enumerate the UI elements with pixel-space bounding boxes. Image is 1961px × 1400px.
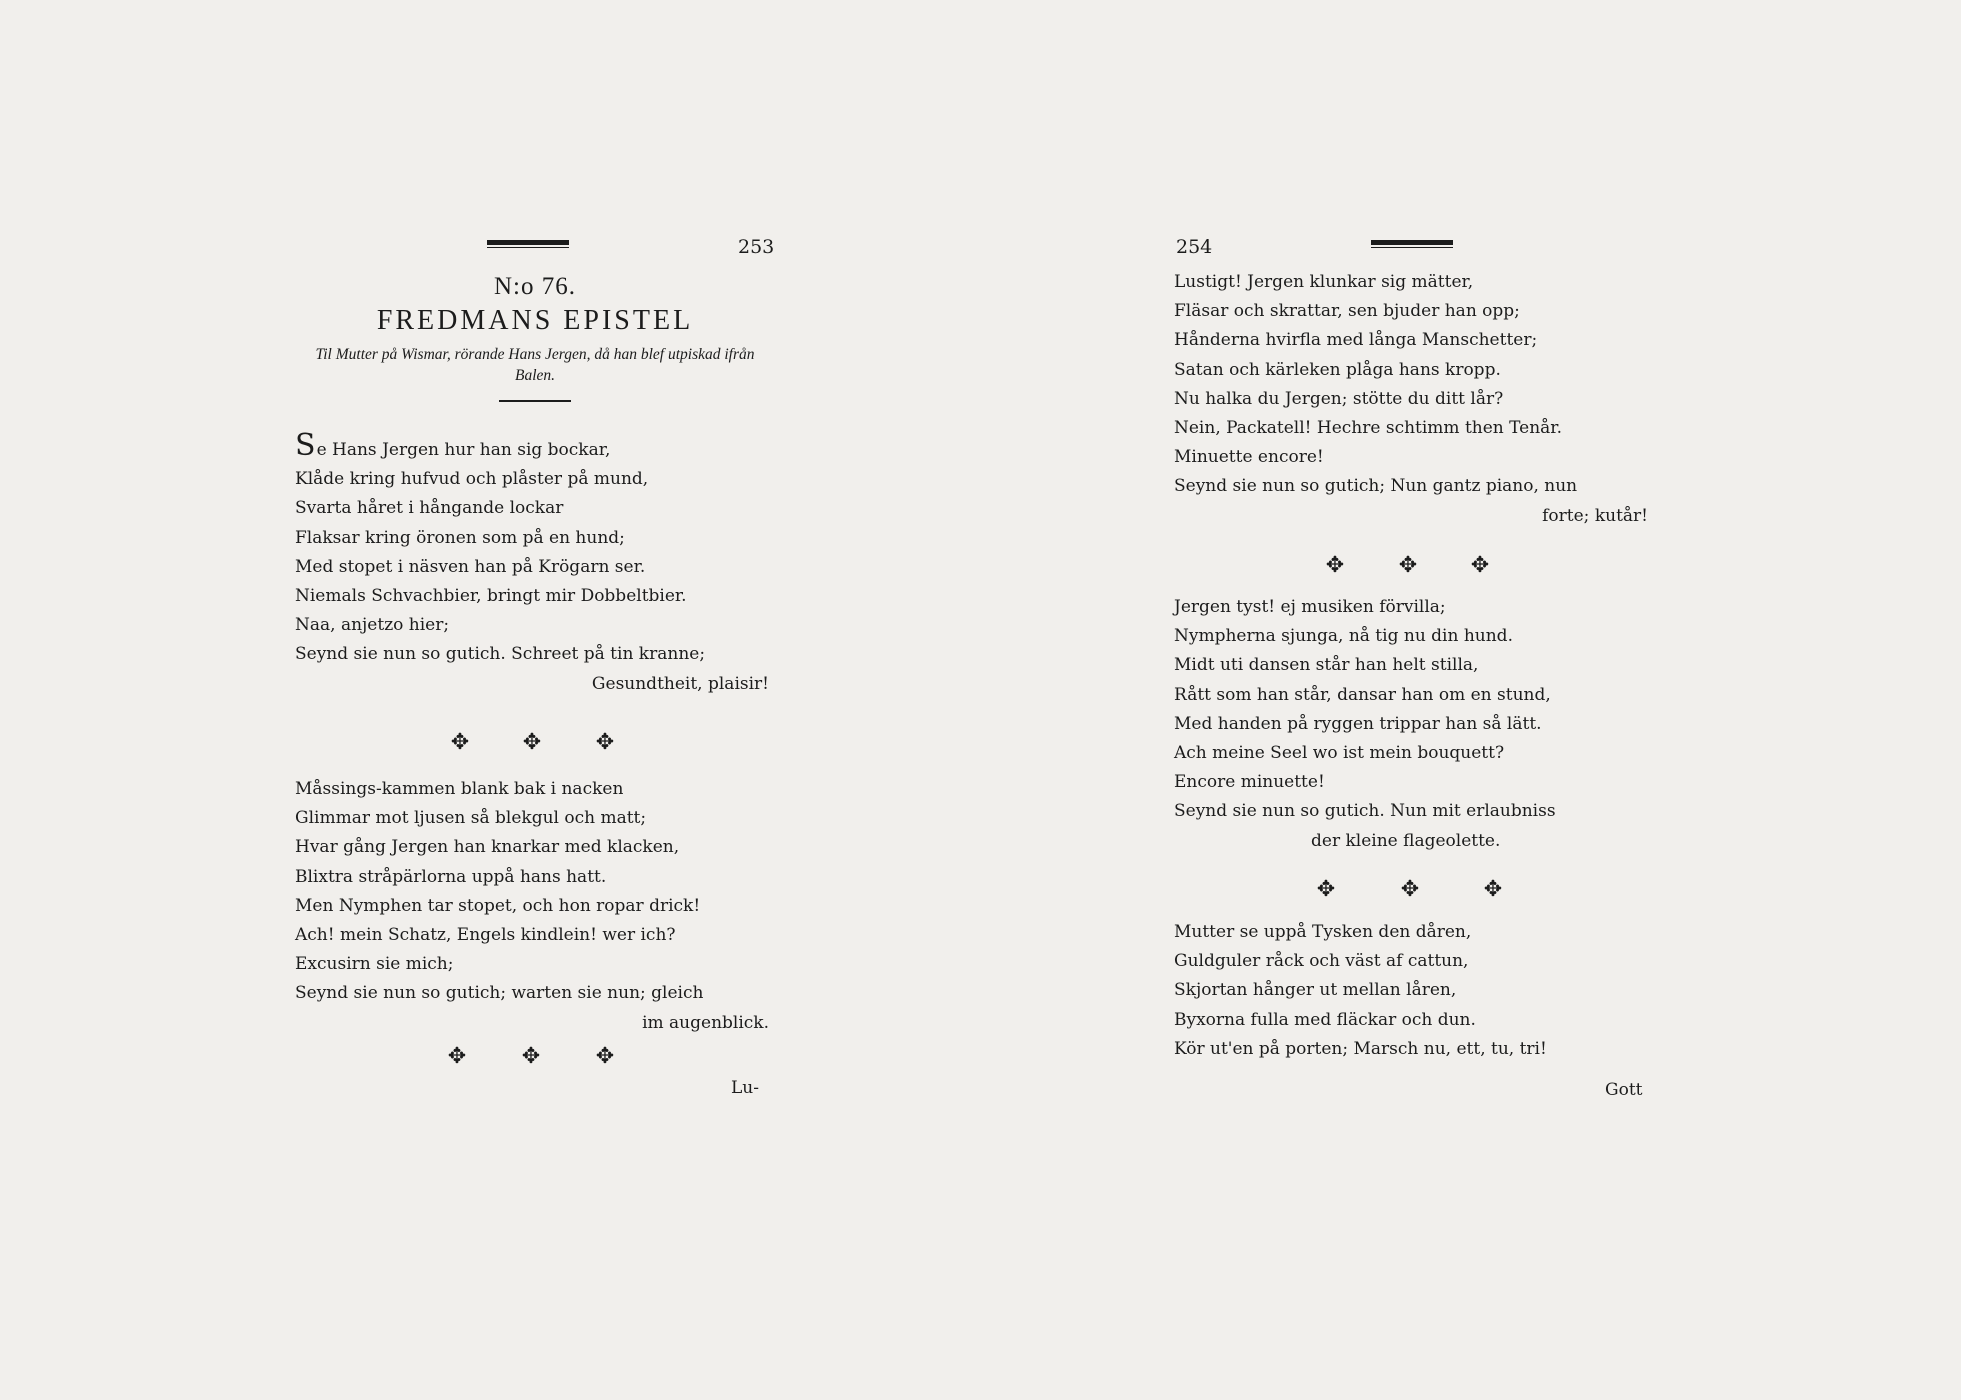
- verse-line: Svarta håret i hångande lockar: [295, 498, 564, 519]
- header-rule: [487, 240, 569, 250]
- title-rule: [499, 400, 571, 402]
- verse-line: Satan och kärleken plåga hans kropp.: [1174, 359, 1501, 380]
- fleuron-icon: ✥: [450, 730, 470, 755]
- stanza-1: [1174, 268, 1654, 531]
- verse-continuation: Gesundtheit, plaisir!: [591, 673, 769, 694]
- verse-line: Blixtra stråpärlorna uppå hans hatt.: [295, 866, 607, 887]
- stanza-2: [1174, 593, 1654, 856]
- verse-line: Nu halka du Jergen; stötte du ditt lår?: [1174, 388, 1504, 409]
- epistle-number: N:o 76.: [494, 273, 576, 300]
- verse-line: Jergen tyst! ej musiken förvilla;: [1174, 597, 1446, 617]
- verse-line: Seynd sie nun so gutich; Nun gantz piano, nun: [1174, 476, 1578, 497]
- verse-continuation: forte; kutår!: [1542, 505, 1648, 526]
- fleuron-icon: ✥: [447, 1044, 467, 1069]
- verse-line: Skjortan hånger ut mellan låren,: [1174, 980, 1457, 1001]
- verse-line: Midt uti dansen står han helt stilla,: [1174, 655, 1479, 676]
- verse-continuation: der kleine flageolette.: [1311, 830, 1501, 851]
- page-number: 253: [738, 236, 775, 258]
- catchword: Lu-: [731, 1078, 759, 1098]
- verse-line: Seynd sie nun so gutich. Schreet på tin kranne;: [295, 644, 706, 665]
- verse-line: Rått som han står, dansar han om en stund,: [1174, 684, 1551, 705]
- verse-line: Klåde kring hufvud och plåster på mund,: [295, 469, 649, 490]
- dedication: Til Mutter på Wismar, rörande Hans Jergen, då han blef utpiskad ifrån Balen.: [315, 346, 755, 384]
- verse-line: Hvar gång Jergen han knarkar med klacken,: [295, 837, 680, 858]
- verse-line: Excusirn sie mich;: [295, 954, 454, 975]
- epistle-title: FREDMANS EPISTEL: [376, 305, 694, 336]
- page-number: 254: [1176, 236, 1213, 258]
- verse-line: Naa, anjetzo hier;: [295, 615, 450, 636]
- verse-line: Se Hans Jergen hur han sig bockar,: [295, 428, 611, 463]
- verse-line: Byxorna fulla med fläckar och dun.: [1174, 1009, 1476, 1030]
- verse-line: Mutter se uppå Tysken den dåren,: [1174, 922, 1472, 942]
- ornament-row: [1174, 553, 1654, 582]
- header-rule: [1371, 240, 1453, 250]
- ornament-row: [295, 730, 775, 759]
- fleuron-icon: ✥: [521, 1044, 541, 1069]
- catchword: Gott: [1605, 1080, 1643, 1100]
- fleuron-icon: ✥: [595, 1044, 615, 1069]
- verse-line: Niemals Schvachbier, bringt mir Dobbeltbier.: [295, 585, 687, 606]
- verse-continuation: im augenblick.: [642, 1012, 769, 1033]
- fleuron-icon: ✥: [1483, 877, 1503, 902]
- ornament-row: [1174, 877, 1654, 906]
- stanza-2: [295, 775, 775, 1038]
- verse-line: Hånderna hvirfla med långa Manschetter;: [1174, 330, 1538, 351]
- verse-line: Glimmar mot ljusen så blekgul och matt;: [295, 808, 647, 829]
- fleuron-icon: ✥: [522, 730, 542, 755]
- verse-line: Nympherna sjunga, nå tig nu din hund.: [1174, 626, 1513, 647]
- verse-line: Men Nymphen tar stopet, och hon ropar drick!: [295, 895, 701, 916]
- verse-line: Med stopet i näsven han på Krögarn ser.: [295, 556, 646, 577]
- verse-line: Flaksar kring öronen som på en hund;: [295, 527, 625, 548]
- drop-cap: S: [295, 428, 316, 463]
- verse-line: Nein, Packatell! Hechre schtimm then Tenår.: [1174, 417, 1562, 438]
- verse-line: Ach meine Seel wo ist mein bouquett?: [1174, 742, 1505, 763]
- ornament-row: [295, 1044, 775, 1073]
- fleuron-icon: ✥: [1398, 553, 1418, 578]
- verse-line: Kör ut'en på porten; Marsch nu, ett, tu, tri!: [1174, 1038, 1547, 1059]
- verse-line: Lustigt! Jergen klunkar sig mätter,: [1174, 272, 1474, 292]
- verse-line: Måssings-kammen blank bak i nacken: [295, 779, 624, 799]
- verse-line: Med handen på ryggen trippar han så lätt.: [1174, 713, 1542, 734]
- verse-line: Guldguler råck och väst af cattun,: [1174, 951, 1469, 972]
- verse-line: Ach! mein Schatz, Engels kindlein! wer ich?: [295, 924, 676, 945]
- fleuron-icon: ✥: [595, 730, 615, 755]
- verse-line: Encore minuette!: [1174, 772, 1325, 793]
- verse-line: Fläsar och skrattar, sen bjuder han opp;: [1174, 301, 1520, 322]
- page-header: [295, 236, 775, 270]
- stanza-3: [1174, 918, 1654, 1064]
- verse-line: Seynd sie nun so gutich. Nun mit erlaubniss: [1174, 801, 1556, 822]
- fleuron-icon: ✥: [1400, 877, 1420, 902]
- title-block: [295, 272, 775, 402]
- verse-line: Seynd sie nun so gutich; warten sie nun; gleich: [295, 983, 704, 1004]
- verse-line: Minuette encore!: [1174, 447, 1324, 468]
- fleuron-icon: ✥: [1316, 877, 1336, 902]
- stanza-1: [295, 428, 775, 699]
- fleuron-icon: ✥: [1470, 553, 1490, 578]
- page-header: [1174, 236, 1654, 270]
- fleuron-icon: ✥: [1325, 553, 1345, 578]
